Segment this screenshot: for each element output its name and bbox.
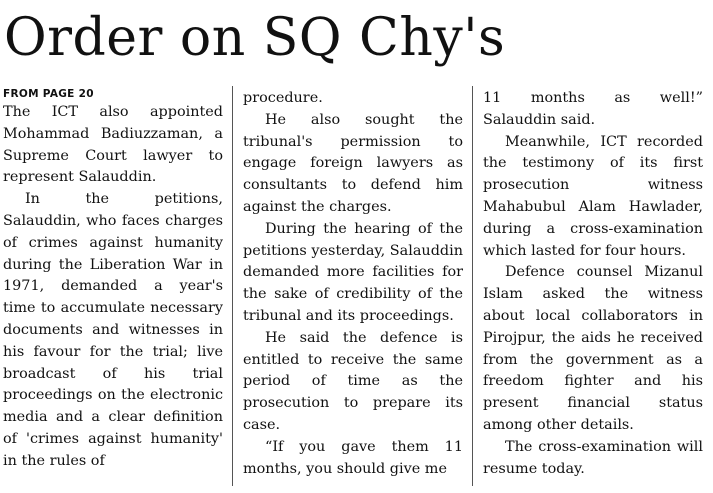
continuation-kicker: FROM PAGE 20 bbox=[3, 88, 94, 100]
paragraph: During the hearing of the petitions yesterday, Salauddin demanded more facilities for the sake of credibility of the tribunal and its proceedings. bbox=[243, 220, 463, 324]
article-column-3 bbox=[483, 88, 703, 480]
paragraph: The ICT also appointed Mohammad Badiuzzaman, a Supreme Court lawyer to represent Salauddin. bbox=[3, 104, 223, 186]
paragraph: procedure. bbox=[243, 90, 323, 106]
headline: Order on SQ Chy's bbox=[4, 8, 506, 68]
paragraph: In the petitions, Salauddin, who faces charges of crimes against humanity during the Liberation War in 1971, demanded a year's time to accumulate necessary documents and witnesses in his favour for the trial; live broadcast of his trial proceedings on the electronic media and a clear definition of 'crimes against humanity' in the rules of bbox=[3, 191, 223, 469]
column-divider bbox=[472, 86, 473, 486]
paragraph: 11 months as well!” Salauddin said. bbox=[483, 90, 703, 128]
article-column-1 bbox=[3, 88, 223, 473]
paragraph: Defence counsel Mizanul Islam asked the witness about local collaborators in Pirojpur, the aids he received from the government as a freedom fighter and his present financial status among other details. bbox=[483, 264, 703, 433]
paragraph: Meanwhile, ICT recorded the testimony of its first prosecution witness Mahabubul Alam Hawlader, during a cross-examination which lasted for four hours. bbox=[483, 133, 703, 259]
paragraph: The cross-examination will resume today. bbox=[483, 438, 703, 477]
article-column-2 bbox=[243, 88, 463, 480]
paragraph: “If you gave them 11 months, you should give me bbox=[243, 438, 463, 477]
paragraph: He said the defence is entitled to receive the same period of time as the prosecution to prepare its case. bbox=[243, 329, 463, 433]
column-divider bbox=[232, 86, 233, 486]
paragraph: He also sought the tribunal's permission to engage foreign lawyers as consultants to defend him against the charges. bbox=[243, 111, 463, 215]
